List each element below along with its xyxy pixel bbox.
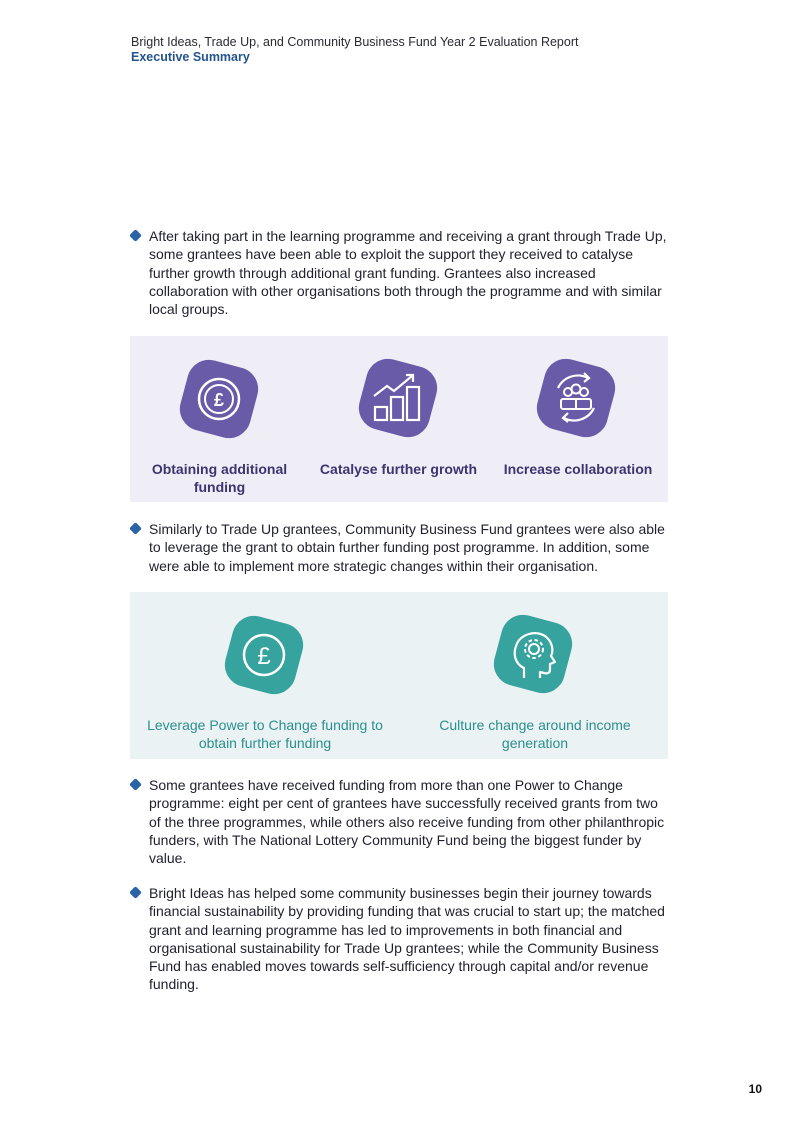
bullet-financial-sustainability — [131, 884, 671, 994]
svg-text:£: £ — [257, 643, 271, 670]
report-title: Bright Ideas, Trade Up, and Community Business Fund Year 2 Evaluation Report — [131, 35, 579, 49]
outcome-label-collaboration: Increase collaboration — [503, 461, 653, 477]
outcome-label-obtaining-funding: Obtaining additional funding — [151, 461, 288, 495]
trade-up-outcomes-panel — [130, 336, 668, 502]
outcome-label-catalyse-growth: Catalyse further growth — [319, 461, 478, 477]
bullet-text: Some grantees have received funding from more than one Power to Change programme: eight per cent of grantees have successfully received grants from two of the three programmes, while others also receive funding from other philanthropic funders, with The National Lottery Community Fund being the biggest funder by value. — [149, 777, 665, 867]
bullet-text: After taking part in the learning programme and receiving a grant through Trade Up, some grantees have been able to exploit the support they received to catalyse further growth through additional grant funding. Grantees also increased collaboration with other organisations both through the programme and with similar local groups. — [149, 228, 667, 318]
outcome-label-leverage-funding: Leverage Power to Change funding to obtain further funding — [147, 717, 383, 751]
diamond-bullet-icon — [129, 886, 142, 899]
pound-coin-icon — [177, 357, 261, 441]
cbf-outcomes-panel — [130, 592, 668, 759]
head-gear-icon — [491, 612, 575, 696]
outcome-label-culture-change: Culture change around income generation — [439, 717, 631, 751]
bullet-text: Bright Ideas has helped some community businesses begin their journey towards financial sustainability by providing funding that was crucial to start up; the matched grant and learning programme has led to improvements in both financial and organisational sustainability for Trade Up grantees; while the Community Business Fund has enabled moves towards self-sufficiency through capital and/or revenue funding. — [149, 885, 665, 993]
page-header — [131, 35, 578, 65]
bullet-multiple-programmes — [131, 776, 671, 867]
diamond-bullet-icon — [129, 522, 142, 535]
diamond-bullet-icon — [129, 778, 142, 791]
svg-text:£: £ — [213, 390, 225, 410]
pound-coin-icon — [222, 613, 306, 697]
diamond-bullet-icon — [129, 229, 142, 242]
bullet-cbf-leverage — [131, 520, 671, 575]
page-number: 10 — [748, 1082, 762, 1096]
bullet-trade-up-growth — [131, 227, 671, 318]
collaboration-icon — [534, 356, 618, 440]
section-title: Executive Summary — [131, 50, 250, 64]
bullet-text: Similarly to Trade Up grantees, Community Business Fund grantees were also able to leverage the grant to obtain further funding post programme. In addition, some were able to implement more strategic changes within their organisation. — [149, 521, 665, 574]
growth-chart-icon — [356, 356, 440, 440]
